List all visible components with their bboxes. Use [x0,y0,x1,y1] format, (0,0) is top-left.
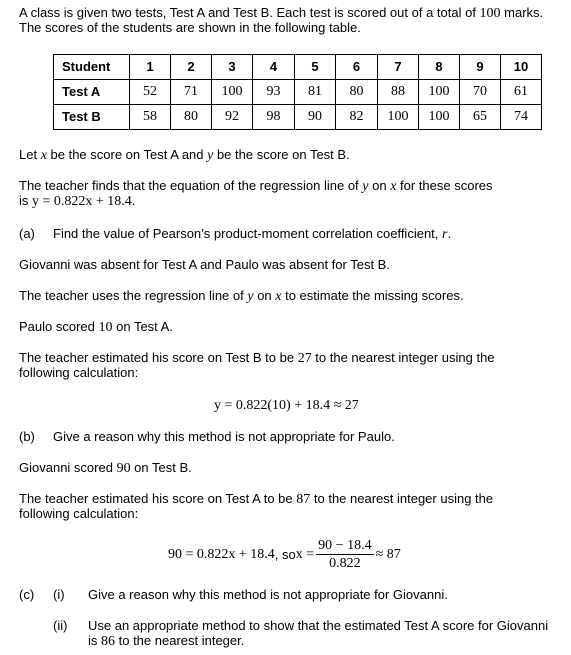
regression-line-2 [19,193,135,210]
text: is [88,633,101,648]
score-cell: 100 [419,80,460,105]
student-cell: 1 [130,55,171,80]
table-row-test-b [54,105,542,130]
question-c-label: (c) [19,587,35,602]
text: The teacher finds that the equation of the regression line of [19,178,363,193]
giovanni-scored-line [19,460,192,477]
number: 10 [98,320,113,335]
text: to the nearest integer using the [311,350,495,365]
calc-left: 90 = 0.822x + 18.4 [168,547,275,562]
calc-fraction [316,537,373,572]
text: The teacher estimated his score on Test B to be [19,350,298,365]
question-c-ii-label: (ii) [53,618,68,633]
score-cell: 82 [336,105,378,130]
intro-line-2: The scores of the students are shown in the following table. [19,20,361,35]
score-cell: 70 [460,80,501,105]
text: . [131,193,136,208]
fraction-denominator: 0.822 [329,556,361,571]
student-cell: 9 [460,55,501,80]
score-cell: 71 [171,80,212,105]
student-cell: 7 [378,55,419,80]
number: 87 [296,492,311,507]
text: to estimate the missing scores. [281,288,464,303]
question-b-text: Give a reason why this method is not appropriate for Paulo. [53,429,395,444]
intro-text-end: marks. [500,5,544,20]
text: , so [274,547,296,562]
regression-equation: y = 0.822x + 18.4 [32,194,132,209]
giovanni-estimate-line-2: following calculation: [19,506,139,521]
score-cell: 92 [212,105,253,130]
var-x: x [390,179,397,194]
table-row-test-a [54,80,542,105]
number: 90 [116,461,131,476]
student-cell: 4 [253,55,295,80]
giovanni-calculation [168,537,401,572]
score-cell: 74 [501,105,542,130]
score-cell: 88 [378,80,419,105]
text: on Test A. [112,319,173,334]
var-r: r [442,227,448,242]
student-cell: 3 [212,55,253,80]
fraction-numerator: 90 − 18.4 [318,538,372,553]
score-cell: 98 [253,105,295,130]
student-cell: 5 [295,55,336,80]
question-a [19,226,35,242]
text: be the score on Test B. [213,147,350,162]
absent-line: Giovanni was absent for Test A and Paulo was absent for Test B. [19,257,390,272]
question-c-i-text: Give a reason why this method is not appropriate for Giovanni. [88,587,448,602]
row-label: Test A [54,80,130,105]
text: for these scores [396,178,493,193]
student-cell: 2 [171,55,212,80]
var-x: x [40,148,47,163]
var-y: y [247,289,254,304]
text: on [368,178,391,193]
text: be the score on Test A and [46,147,208,162]
question-c-ii-line-1: Use an appropriate method to show that the estimated Test A score for Giovanni [88,618,549,633]
calc-right: ≈ 87 [375,547,401,562]
text: Paulo scored [19,319,99,334]
paulo-calculation: y = 0.822(10) + 18.4 ≈ 27 [214,398,359,413]
let-line [19,147,350,164]
table-header-label: Student [54,55,130,80]
score-cell: 93 [253,80,295,105]
text: Find the value of Pearson’s product-moment correlation coefficient, [53,226,443,241]
intro-total: 100 [479,6,501,21]
text: The teacher uses the regression line of [19,288,248,303]
question-a-text [53,226,451,243]
scores-table [53,54,542,130]
score-cell: 58 [130,105,171,130]
text: to the nearest integer. [115,633,245,648]
text: to the nearest integer using the [310,491,494,506]
score-cell: 100 [419,105,460,130]
question-label: (a) [19,226,35,241]
score-cell: 65 [460,105,501,130]
score-cell: 100 [212,80,253,105]
text: Let [19,147,41,162]
score-cell: 80 [336,80,378,105]
score-cell: 90 [295,105,336,130]
score-cell: 81 [295,80,336,105]
var-x: x [275,289,282,304]
text: . [447,226,452,241]
score-cell: 52 [130,80,171,105]
number: 27 [297,351,312,366]
text: Giovanni scored [19,460,117,475]
student-cell: 10 [501,55,542,80]
row-label: Test B [54,105,130,130]
calc-x-eq: x = [295,547,315,562]
score-cell: 100 [378,105,419,130]
question-c-ii-line-2 [88,633,244,650]
score-cell: 80 [171,105,212,130]
score-cell: 61 [501,80,542,105]
student-cell: 8 [419,55,460,80]
question-c-i-label: (i) [53,587,65,602]
intro-text: A class is given two tests, Test A and Test B. Each test is scored out of a total of [19,5,480,20]
text: is [19,193,32,208]
paulo-estimate-line-2: following calculation: [19,365,139,380]
text: The teacher estimated his score on Test A to be [19,491,297,506]
question-b-label: (b) [19,429,35,444]
number: 86 [101,634,115,649]
var-y: y [362,179,369,194]
text: on [253,288,276,303]
student-cell: 6 [336,55,378,80]
table-row-students [54,55,542,80]
paulo-scored-line [19,319,173,336]
uses-line [19,288,464,305]
var-y: y [207,148,214,163]
text: on Test B. [130,460,192,475]
